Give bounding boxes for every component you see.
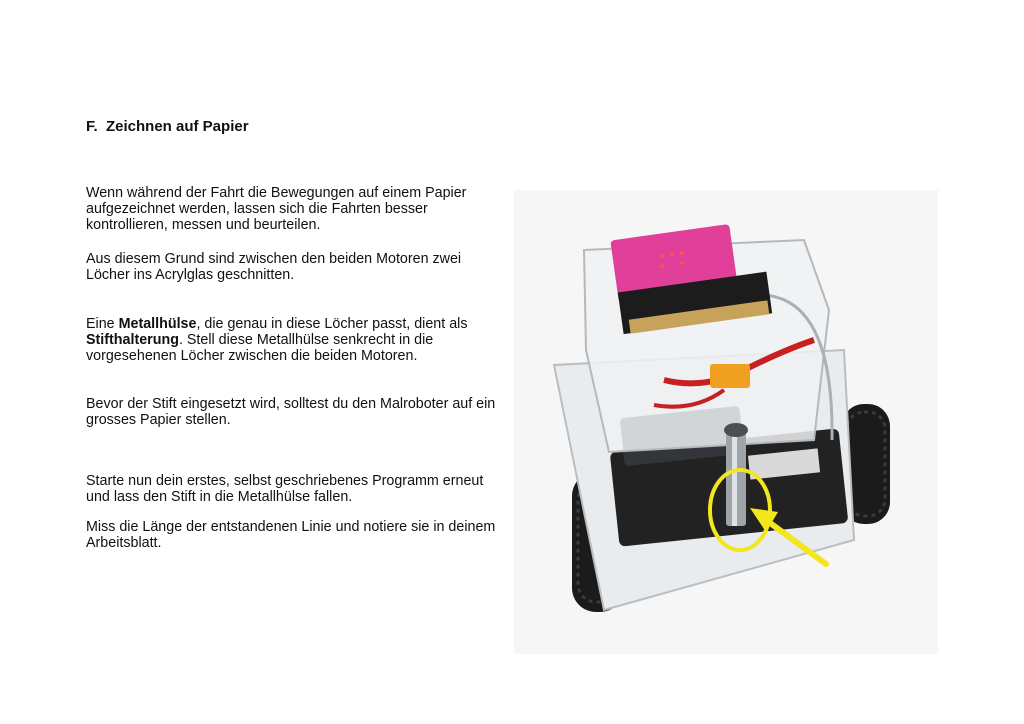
paragraph-measure: Miss die Länge der entstandenen Linie und notiere sie in deinem Arbeitsblatt. — [86, 519, 496, 551]
paragraph-sleeve-text-3: . Stell diese Metallhülse senkrecht in die vorgesehenen Löcher zwischen die beiden Motoren. — [86, 332, 434, 364]
paragraph-sleeve-text-2: , die genau in diese Löcher passt, dient als — [196, 316, 468, 332]
paragraph-sleeve — [86, 316, 506, 364]
paragraph-sleeve-term-holder: Stifthalterung — [86, 332, 179, 348]
robot-photo — [514, 190, 938, 654]
xt60-connector — [710, 364, 750, 388]
paragraph-sleeve-text-1: Eine — [86, 316, 119, 332]
paragraph-holes: Aus diesem Grund sind zwischen den beiden Motoren zwei Löcher ins Acrylglas geschnitten. — [86, 251, 462, 283]
paragraph-paper: Bevor der Stift eingesetzt wird, solltest du den Malroboter auf ein grosses Papier stellen. — [86, 396, 496, 428]
paragraph-program: Starte nun dein erstes, selbst geschriebenes Programm erneut und lass den Stift in die Metallhülse fallen. — [86, 473, 484, 505]
section-heading: F. Zeichnen auf Papier — [86, 118, 249, 135]
paragraph-intro: Wenn während der Fahrt die Bewegungen auf einem Papier aufgezeichnet werden, lassen sich die Fahrten besser kontrollieren, messen und beurteilen. — [86, 185, 467, 233]
paragraph-sleeve-term-sleeve: Metallhülse — [118, 316, 197, 332]
robot-illustration — [514, 190, 938, 654]
